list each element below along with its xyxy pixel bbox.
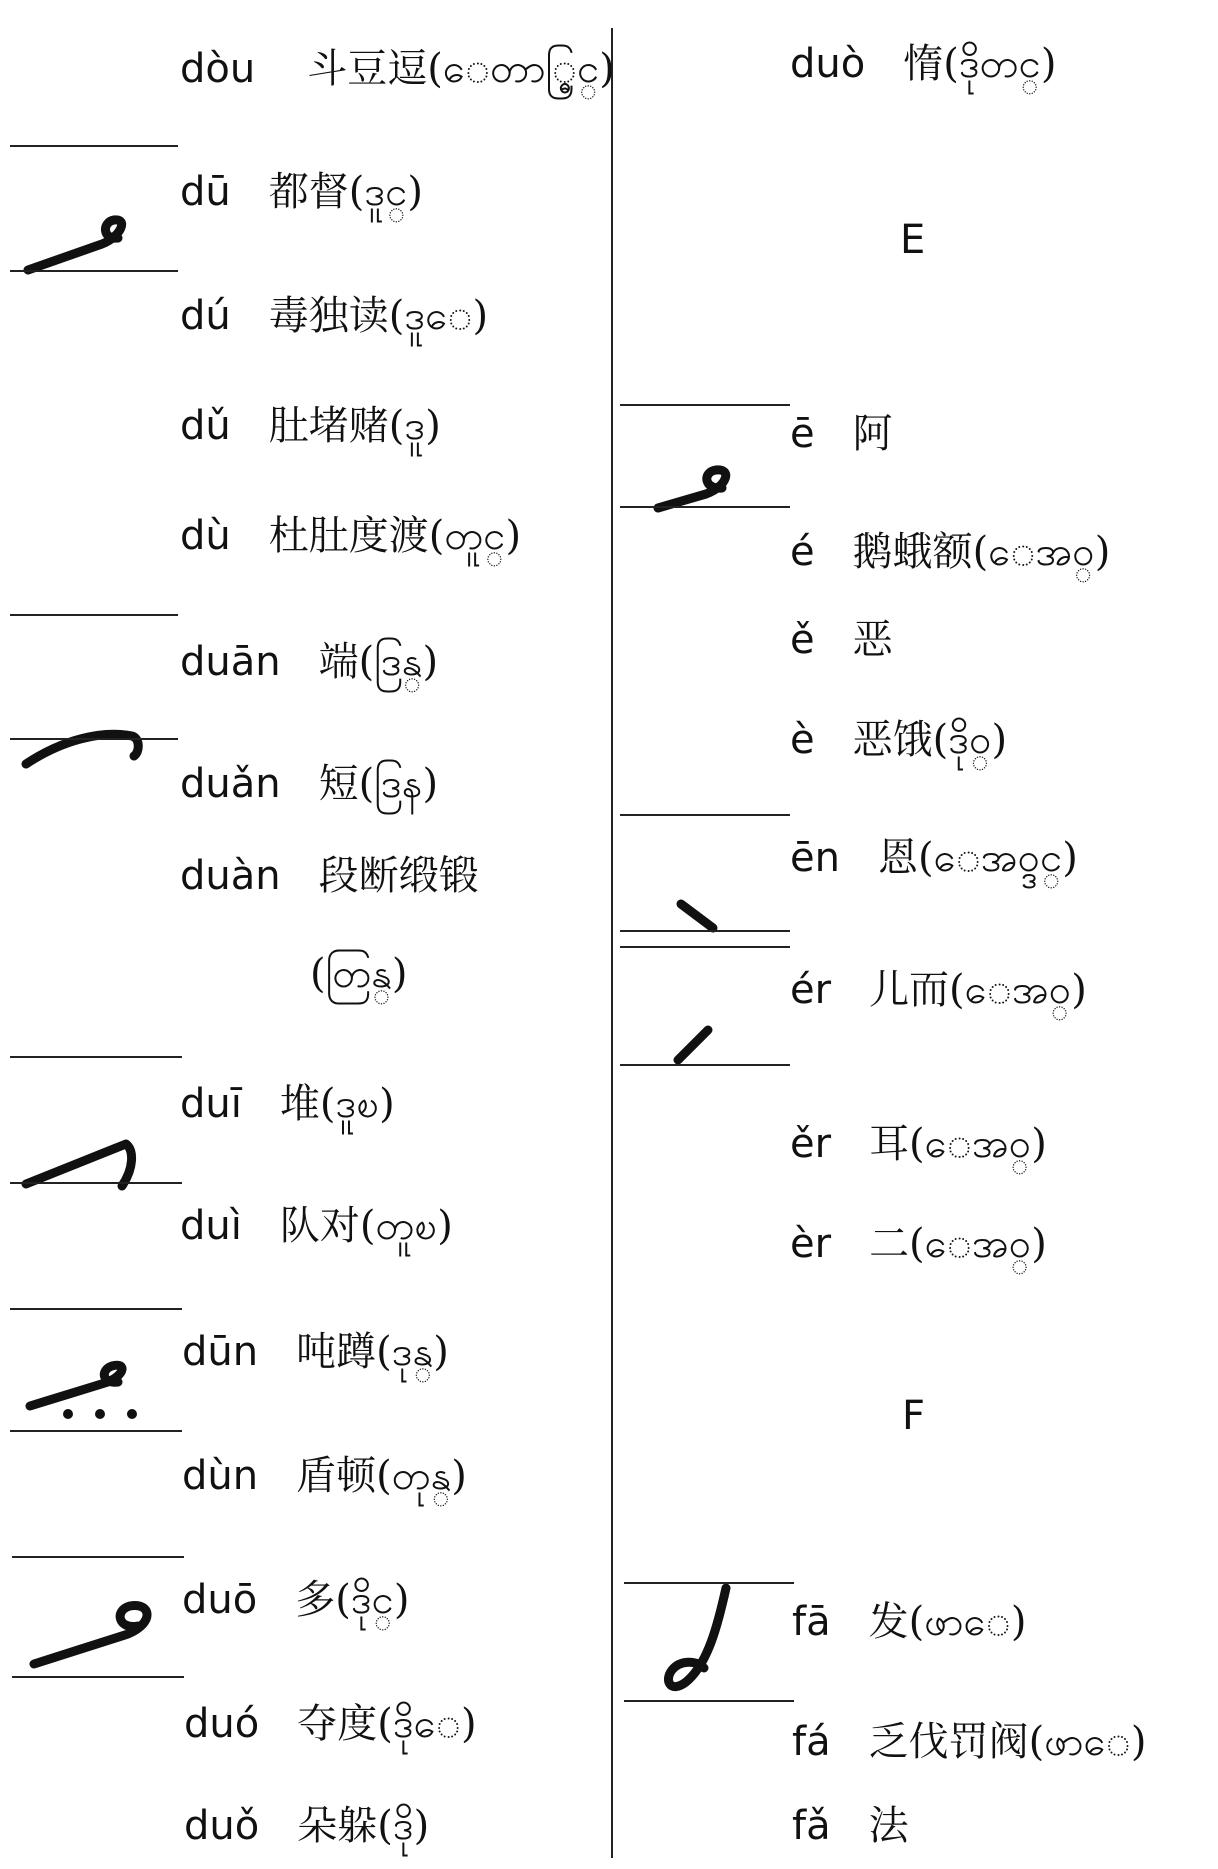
rule-line (10, 145, 178, 147)
shorthand-symbol-fa (660, 1584, 780, 1704)
entry-pinyin: ē (790, 411, 815, 457)
entry-hanzi: 吨蹲(ဒုန္) (296, 1329, 449, 1375)
entry-pinyin: è (790, 717, 815, 763)
dictionary-entry (180, 852, 479, 900)
rule-line (620, 506, 790, 508)
entry-hanzi: 夺度(ဒိုေ) (297, 1701, 477, 1747)
dictionary-entry (180, 1202, 453, 1250)
entry-hanzi: 盾顿(တုန္) (296, 1453, 467, 1499)
rule-line (10, 1056, 182, 1058)
entry-hanzi: 都督(ဒူင္) (268, 169, 424, 215)
rule-line (620, 946, 790, 948)
entry-hanzi: 队对(တူၿ) (279, 1203, 453, 1249)
entry-pinyin: ě (790, 617, 815, 663)
rule-line (624, 1700, 794, 1702)
entry-hanzi: 端(ဒြန္) (318, 639, 439, 685)
rule-line (10, 1430, 182, 1432)
entry-pinyin: duǒ (184, 1803, 260, 1849)
shorthand-symbol-du (22, 218, 142, 278)
rule-line (620, 930, 790, 932)
rule-line (10, 614, 178, 616)
entry-pinyin: dòu (180, 46, 256, 92)
shorthand-symbol-en (675, 898, 775, 938)
entry-hanzi: 乏伐罚阀(ဖာေ) (868, 1719, 1147, 1765)
rule-line (12, 1556, 184, 1558)
dictionary-entry (180, 512, 521, 560)
entry-pinyin: é (790, 529, 815, 575)
entry-pinyin: fá (792, 1719, 831, 1765)
entry-pinyin: duī (180, 1081, 242, 1127)
dictionary-entry (790, 716, 1007, 764)
column-divider (611, 28, 613, 1858)
section-header-e: E (900, 217, 926, 263)
entry-hanzi: 恶饿(ဒိုဝ္) (852, 717, 1008, 763)
entry-hanzi: 惰(ဒိုတင္) (903, 41, 1057, 87)
entry-pinyin: dū (180, 169, 231, 215)
dictionary-entry (790, 40, 1056, 88)
rule-line (620, 404, 790, 406)
shorthand-symbol-dun (22, 1362, 172, 1422)
entry-pinyin: duǎn (180, 761, 281, 807)
entry-pinyin: fā (792, 1599, 831, 1645)
entry-hanzi: 杜肚度渡(တူင္) (268, 513, 522, 559)
shorthand-symbol-e (650, 468, 770, 518)
entry-pinyin: ēn (790, 835, 840, 881)
dictionary-entry (790, 834, 1078, 882)
entry-hanzi: 多(ဒိုင္) (295, 1577, 410, 1623)
entry-hanzi: 发(ဖာေ) (868, 1599, 1027, 1645)
dictionary-entry (182, 1576, 409, 1624)
entry-hanzi: 耳(ေအဝ္) (869, 1121, 1047, 1167)
rule-line (10, 270, 178, 272)
entry-hanzi: 二(ေအဝ္) (869, 1221, 1047, 1267)
dictionary-entry (792, 1718, 1146, 1766)
rule-line (624, 1582, 794, 1584)
entry-hanzi: 短(ဒြန) (318, 761, 439, 807)
entry-hanzi: 朵躲(ဒို) (297, 1803, 430, 1849)
rule-line (10, 1308, 182, 1310)
dictionary-entry (182, 1328, 449, 1376)
entry-pinyin: dūn (182, 1329, 259, 1375)
dictionary-entry (180, 168, 423, 216)
shorthand-symbol-dui (22, 1120, 162, 1190)
entry-pinyin: fǎ (792, 1803, 831, 1849)
dictionary-entry (792, 1598, 1026, 1646)
entry-pinyin: dù (180, 513, 231, 559)
entry-hanzi: 法 (868, 1803, 909, 1849)
entry-pinyin: dùn (182, 1453, 259, 1499)
entry-hanzi: 堆(ဒူၿ) (279, 1081, 395, 1127)
dictionary-entry (790, 966, 1087, 1014)
entry-hanzi: 斗豆逗(ေတာ္ဓြင္) (307, 46, 615, 92)
entry-hanzi: 段断缎锻 (318, 853, 479, 899)
dictionary-entry (792, 1802, 909, 1850)
rule-line (10, 738, 178, 740)
dictionary-entry (182, 1452, 467, 1500)
entry-hanzi: 肚堵赌(ဒူ) (268, 403, 441, 449)
rule-line (620, 1064, 790, 1066)
dictionary-entry (790, 410, 893, 458)
entry-hanzi: 儿而(ေအဝ္) (869, 967, 1087, 1013)
entry-pinyin: ér (790, 967, 832, 1013)
entry-pinyin: èr (790, 1221, 832, 1267)
entry-pinyin: duō (182, 1577, 258, 1623)
entry-hanzi: 恶 (852, 617, 893, 663)
dictionary-entry (184, 1802, 429, 1850)
dictionary-entry (790, 528, 1110, 576)
dictionary-entry (790, 1220, 1047, 1268)
dictionary-entry (180, 45, 615, 93)
section-header-f: F (902, 1393, 926, 1439)
entry-hanzi: 恩(ေအဝ္ဒင္) (877, 835, 1078, 881)
dictionary-entry (180, 292, 488, 340)
entry-pinyin: dǔ (180, 403, 231, 449)
shorthand-symbol-er (670, 1018, 770, 1068)
entry-pinyin: duó (184, 1701, 260, 1747)
entry-pinyin: duò (790, 41, 866, 87)
entry-continuation: (တြန္) (310, 951, 408, 997)
entry-hanzi: 毒独读(ဒူေ) (268, 293, 489, 339)
shorthand-symbol-duan (22, 720, 142, 770)
entry-pinyin: duì (180, 1203, 242, 1249)
dictionary-entry (184, 1700, 477, 1748)
entry-pinyin: duàn (180, 853, 281, 899)
dictionary-entry (790, 616, 893, 664)
dictionary-entry (180, 760, 438, 808)
entry-pinyin: ěr (790, 1121, 832, 1167)
rule-line (12, 1676, 184, 1678)
dictionary-entry (180, 1080, 395, 1128)
dictionary-entry (180, 638, 438, 686)
entry-hanzi: 阿 (852, 411, 893, 457)
entry-pinyin: dú (180, 293, 231, 339)
entry-hanzi: 鹅蛾额(ေအဝ္) (852, 529, 1111, 575)
dictionary-entry (180, 402, 441, 450)
shorthand-symbol-duo (30, 1600, 170, 1670)
entry-pinyin: duān (180, 639, 281, 685)
dictionary-entry (790, 1120, 1047, 1168)
rule-line (620, 814, 790, 816)
rule-line (10, 1182, 182, 1184)
